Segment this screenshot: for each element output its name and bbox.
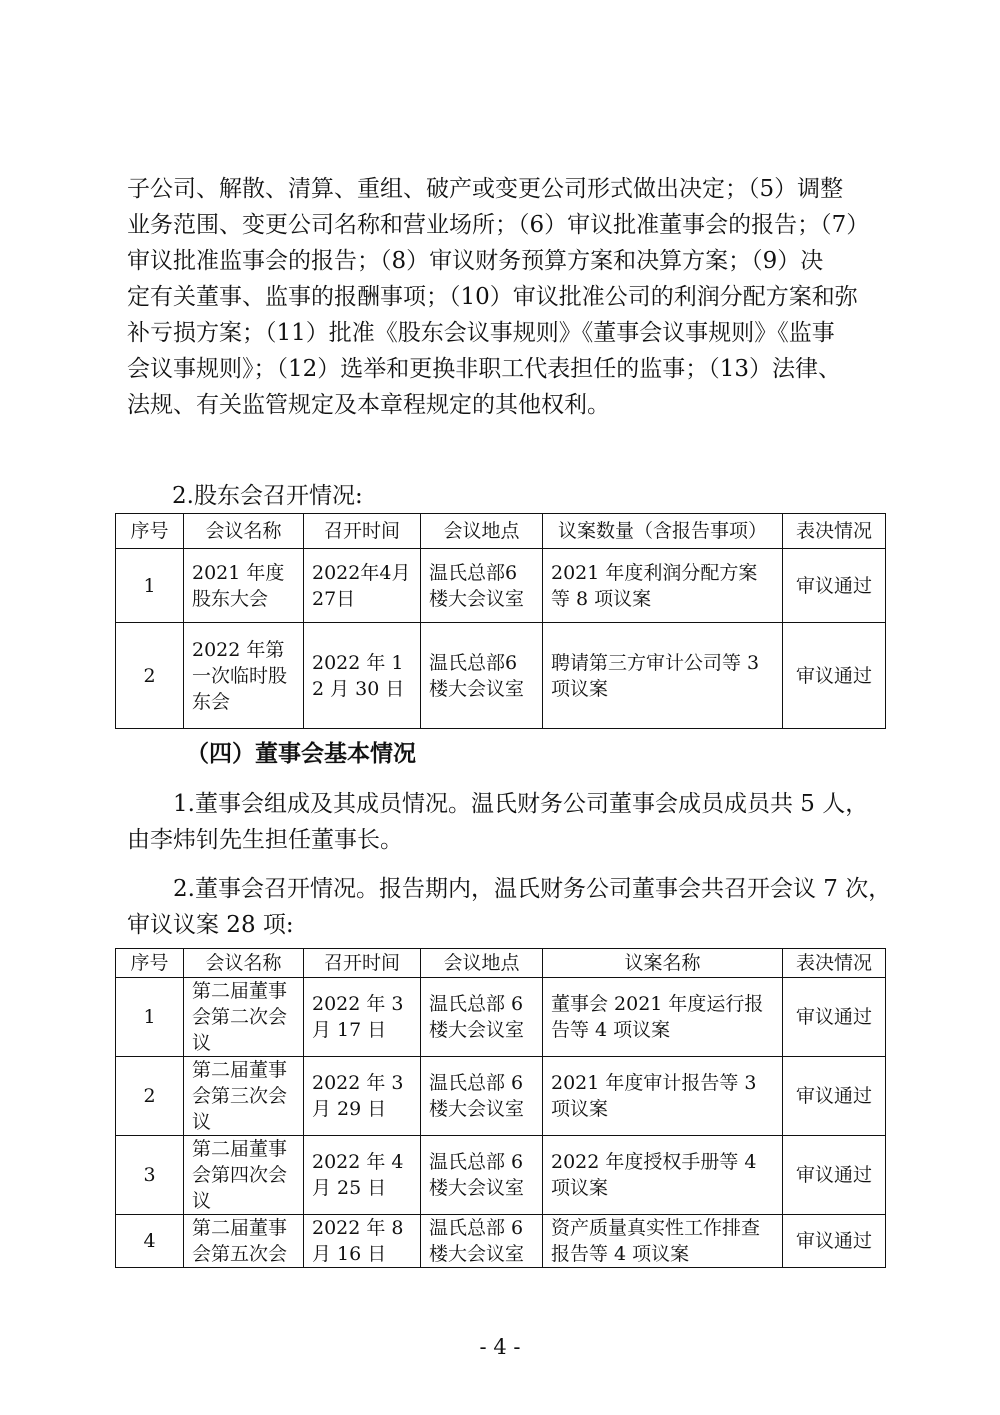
meeting-location: 温氏总部6楼大会议室 bbox=[421, 549, 543, 623]
table-row bbox=[116, 623, 886, 729]
vote-result: 审议通过 bbox=[783, 1215, 886, 1268]
meeting-name: 第二届董事会第五次会 bbox=[184, 1215, 304, 1268]
meeting-location: 温氏总部 6 楼大会议室 bbox=[421, 1057, 543, 1136]
header-cell: 会议地点 bbox=[421, 949, 543, 978]
row-index: 1 bbox=[116, 549, 184, 623]
meeting-location: 温氏总部 6 楼大会议室 bbox=[421, 978, 543, 1057]
header-cell: 议案数量（含报告事项） bbox=[543, 514, 783, 549]
row-index: 4 bbox=[116, 1215, 184, 1268]
header-cell: 表决情况 bbox=[783, 514, 886, 549]
text-line: 定有关董事、监事的报酬事项；（10）审议批准公司的利润分配方案和弥 bbox=[127, 284, 858, 310]
board-meetings-table bbox=[115, 948, 886, 1268]
text-line: 业务范围、变更公司名称和营业场所；（6）审议批准董事会的报告；（7） bbox=[127, 212, 870, 238]
meeting-date: 2022 年 3 月 29 日 bbox=[304, 1057, 421, 1136]
text-line: 由李炜钊先生担任董事长。 bbox=[127, 827, 403, 853]
meeting-date: 2022 年 4 月 25 日 bbox=[304, 1136, 421, 1215]
text-line: 会议事规则》；（12）选举和更换非职工代表担任的监事；（13）法律、 bbox=[127, 356, 842, 382]
meeting-name: 第二届董事会第二次会议 bbox=[184, 978, 304, 1057]
proposal-name: 2021 年度审计报告等 3 项议案 bbox=[543, 1057, 783, 1136]
header-cell: 表决情况 bbox=[783, 949, 886, 978]
table-row bbox=[116, 1215, 886, 1268]
header-cell: 序号 bbox=[116, 949, 184, 978]
text-line: 法规、有关监管规定及本章程规定的其他权利。 bbox=[127, 392, 610, 418]
meeting-name: 第二届董事会第三次会议 bbox=[184, 1057, 304, 1136]
board-meetings-paragraph bbox=[127, 871, 892, 943]
meeting-location: 温氏总部6楼大会议室 bbox=[421, 623, 543, 729]
board-section-heading: （四）董事会基本情况 bbox=[186, 741, 416, 767]
vote-result: 审议通过 bbox=[783, 1136, 886, 1215]
header-cell: 召开时间 bbox=[304, 514, 421, 549]
proposal-name: 董事会 2021 年度运行报告等 4 项议案 bbox=[543, 978, 783, 1057]
header-cell: 议案名称 bbox=[543, 949, 783, 978]
proposal-name: 2022 年度授权手册等 4 项议案 bbox=[543, 1136, 783, 1215]
meeting-location: 温氏总部 6 楼大会议室 bbox=[421, 1215, 543, 1268]
proposal-count: 聘请第三方审计公司等 3 项议案 bbox=[543, 623, 783, 729]
vote-result: 审议通过 bbox=[783, 1057, 886, 1136]
proposal-count: 2021 年度利润分配方案等 8 项议案 bbox=[543, 549, 783, 623]
table-row bbox=[116, 978, 886, 1057]
table-row bbox=[116, 549, 886, 623]
text-line: 审议议案 28 项: bbox=[127, 912, 294, 938]
text-line: 子公司、解散、清算、重组、破产或变更公司形式做出决定；（5）调整 bbox=[127, 176, 844, 202]
proposal-name: 资产质量真实性工作排查报告等 4 项议案 bbox=[543, 1215, 783, 1268]
header-cell: 序号 bbox=[116, 514, 184, 549]
intro-paragraph bbox=[127, 171, 884, 423]
vote-result: 审议通过 bbox=[783, 623, 886, 729]
text-line: 1.董事会组成及其成员情况。温氏财务公司董事会成员成员共 5 人， bbox=[173, 791, 869, 817]
shareholder-caption: 2.股东会召开情况: bbox=[172, 483, 363, 509]
row-index: 2 bbox=[116, 1057, 184, 1136]
meeting-name: 2021 年度股东大会 bbox=[184, 549, 304, 623]
table-header-row bbox=[116, 949, 886, 978]
shareholder-meetings-table bbox=[115, 513, 886, 729]
page-number: - 4 - bbox=[479, 1335, 521, 1359]
vote-result: 审议通过 bbox=[783, 549, 886, 623]
meeting-name: 2022 年第一次临时股东会 bbox=[184, 623, 304, 729]
table-header-row bbox=[116, 514, 886, 549]
meeting-date: 2022年4月27日 bbox=[304, 549, 421, 623]
meeting-date: 2022 年 8 月 16 日 bbox=[304, 1215, 421, 1268]
text-line: 补亏损方案；（11）批准《股东会议事规则》《董事会议事规则》《监事 bbox=[127, 320, 835, 346]
row-index: 2 bbox=[116, 623, 184, 729]
meeting-name: 第二届董事会第四次会议 bbox=[184, 1136, 304, 1215]
meeting-location: 温氏总部 6 楼大会议室 bbox=[421, 1136, 543, 1215]
table-row bbox=[116, 1136, 886, 1215]
row-index: 3 bbox=[116, 1136, 184, 1215]
header-cell: 会议地点 bbox=[421, 514, 543, 549]
header-cell: 召开时间 bbox=[304, 949, 421, 978]
header-cell: 会议名称 bbox=[184, 514, 304, 549]
meeting-date: 2022 年 12 月 30 日 bbox=[304, 623, 421, 729]
board-composition-paragraph bbox=[127, 786, 884, 858]
header-cell: 会议名称 bbox=[184, 949, 304, 978]
row-index: 1 bbox=[116, 978, 184, 1057]
text-line: 2.董事会召开情况。报告期内，温氏财务公司董事会共召开会议 7 次， bbox=[173, 876, 892, 902]
text-line: 审议批准监事会的报告；（8）审议财务预算方案和决算方案；（9）决 bbox=[127, 248, 824, 274]
vote-result: 审议通过 bbox=[783, 978, 886, 1057]
table-row bbox=[116, 1057, 886, 1136]
meeting-date: 2022 年 3 月 17 日 bbox=[304, 978, 421, 1057]
